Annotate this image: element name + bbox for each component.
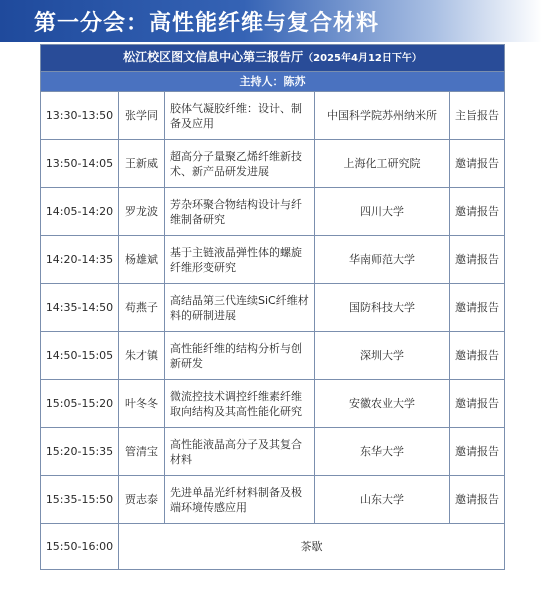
table-row <box>41 332 505 380</box>
venue-date: （2025年4月12日下午） <box>303 53 422 64</box>
session-type: 邀请报告 <box>450 140 505 188</box>
session-time: 14:20-14:35 <box>41 236 119 284</box>
session-speaker: 张学同 <box>119 92 165 140</box>
session-speaker: 王新威 <box>119 140 165 188</box>
host-row <box>41 72 505 92</box>
session-type: 邀请报告 <box>450 380 505 428</box>
session-speaker: 罗龙波 <box>119 188 165 236</box>
session-organization: 中国科学院苏州纳米所 <box>315 92 450 140</box>
session-topic: 芳杂环聚合物结构设计与纤维制备研究 <box>165 188 315 236</box>
tea-break-label: 茶歇 <box>119 524 505 570</box>
venue-header-row <box>41 45 505 72</box>
tea-break-row <box>41 524 505 570</box>
session-time: 15:35-15:50 <box>41 476 119 524</box>
table-row <box>41 380 505 428</box>
session-speaker: 贾志泰 <box>119 476 165 524</box>
session-organization: 上海化工研究院 <box>315 140 450 188</box>
session-organization: 国防科技大学 <box>315 284 450 332</box>
table-row <box>41 188 505 236</box>
session-time: 14:35-14:50 <box>41 284 119 332</box>
session-organization: 四川大学 <box>315 188 450 236</box>
table-row <box>41 476 505 524</box>
session-speaker: 管清宝 <box>119 428 165 476</box>
session-type: 邀请报告 <box>450 332 505 380</box>
session-type: 邀请报告 <box>450 428 505 476</box>
session-time: 15:05-15:20 <box>41 380 119 428</box>
session-topic: 基于主链液晶弹性体的螺旋纤维形变研究 <box>165 236 315 284</box>
session-topic: 微流控技术调控纤维素纤维取向结构及其高性能化研究 <box>165 380 315 428</box>
schedule-table <box>40 44 505 570</box>
session-type: 邀请报告 <box>450 188 505 236</box>
section-title: 第一分会：高性能纤维与复合材料 <box>34 11 380 36</box>
session-organization: 华南师范大学 <box>315 236 450 284</box>
session-speaker: 杨雄斌 <box>119 236 165 284</box>
session-topic: 高结晶第三代连续SiC纤维材料的研制进展 <box>165 284 315 332</box>
host-label: 主持人：陈苏 <box>41 72 505 92</box>
table-row <box>41 140 505 188</box>
venue-header <box>41 45 505 72</box>
session-organization: 深圳大学 <box>315 332 450 380</box>
session-topic: 先进单晶光纤材料制备及极端环境传感应用 <box>165 476 315 524</box>
venue-name: 松江校区图文信息中心第三报告厅 <box>123 50 304 64</box>
table-row <box>41 428 505 476</box>
session-type: 邀请报告 <box>450 284 505 332</box>
session-organization: 山东大学 <box>315 476 450 524</box>
session-type: 邀请报告 <box>450 236 505 284</box>
session-topic: 高性能纤维的结构分析与创新研发 <box>165 332 315 380</box>
session-speaker: 苟燕子 <box>119 284 165 332</box>
section-banner <box>0 0 542 42</box>
session-topic: 高性能液晶高分子及其复合材料 <box>165 428 315 476</box>
table-row <box>41 236 505 284</box>
session-speaker: 叶冬冬 <box>119 380 165 428</box>
session-time: 13:50-14:05 <box>41 140 119 188</box>
session-time: 14:50-15:05 <box>41 332 119 380</box>
session-speaker: 朱才镇 <box>119 332 165 380</box>
session-type: 主旨报告 <box>450 92 505 140</box>
tea-break-time: 15:50-16:00 <box>41 524 119 570</box>
table-row <box>41 284 505 332</box>
session-organization: 安徽农业大学 <box>315 380 450 428</box>
session-topic: 超高分子量聚乙烯纤维新技术、新产品研发进展 <box>165 140 315 188</box>
session-organization: 东华大学 <box>315 428 450 476</box>
session-time: 14:05-14:20 <box>41 188 119 236</box>
session-time: 15:20-15:35 <box>41 428 119 476</box>
session-time: 13:30-13:50 <box>41 92 119 140</box>
session-type: 邀请报告 <box>450 476 505 524</box>
table-row <box>41 92 505 140</box>
session-topic: 胶体气凝胶纤维：设计、制备及应用 <box>165 92 315 140</box>
